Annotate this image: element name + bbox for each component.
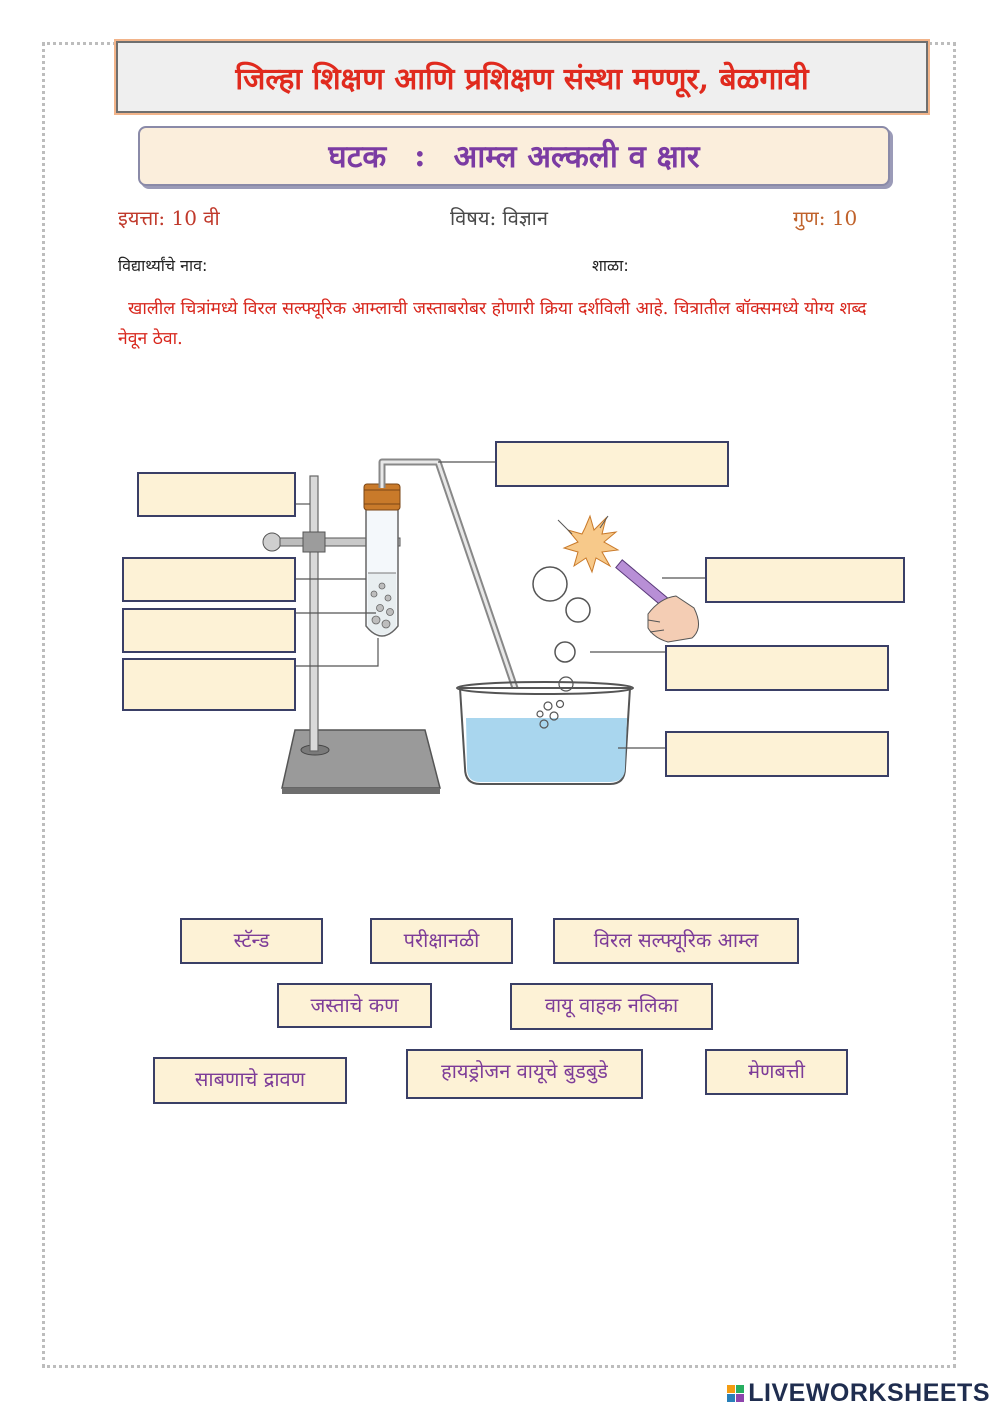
clamp-boss bbox=[303, 532, 325, 552]
word-test-tube[interactable]: परीक्षानळी bbox=[370, 918, 513, 964]
drop-box-zinc[interactable] bbox=[122, 658, 296, 711]
liveworksheets-brand[interactable] bbox=[727, 1379, 990, 1408]
word-delivery-tube[interactable]: वायू वाहक नलिका bbox=[510, 983, 713, 1030]
hand bbox=[648, 596, 699, 642]
brand-name: LIVEWORKSHEETS bbox=[748, 1379, 990, 1407]
drop-box-soap-solution[interactable] bbox=[665, 731, 889, 777]
drop-box-delivery-tube[interactable] bbox=[495, 441, 729, 487]
subject-label: विषय: विज्ञान bbox=[450, 206, 548, 230]
student-name-label: विद्यार्थ्यांचे नाव: bbox=[118, 256, 208, 275]
candle bbox=[616, 560, 668, 606]
word-stand[interactable]: स्टॅन्ड bbox=[180, 918, 323, 964]
marks-label: गुण: 10 bbox=[793, 206, 858, 230]
word-soap-solution[interactable]: साबणाचे द्रावण bbox=[153, 1057, 347, 1104]
spark-line bbox=[558, 520, 572, 534]
word-hydrogen-bubbles[interactable]: हायड्रोजन वायूचे बुडबुडे bbox=[406, 1049, 643, 1099]
unit-label: घटक bbox=[328, 139, 387, 175]
instruction-text: खालील चित्रांमध्ये विरल सल्फ्यूरिक आम्लाची जस्ताबरोबर होणारी क्रिया दर्शविली आहे. चित्रातील बॉक्समध्ये योग्य शब्द नेवून ठेवा. bbox=[118, 299, 867, 349]
drop-box-candle[interactable] bbox=[705, 557, 905, 603]
pop-flame bbox=[564, 516, 618, 572]
institute-title-text: जिल्हा शिक्षण आणि प्रशिक्षण संस्था मण्णूर, बेळगावी bbox=[235, 61, 809, 97]
liveworksheets-logo-icon bbox=[727, 1385, 744, 1402]
drop-box-bubbles[interactable] bbox=[665, 645, 889, 691]
drop-box-stand[interactable] bbox=[137, 472, 296, 517]
clamp-screw-knob bbox=[263, 533, 281, 551]
word-candle[interactable]: मेणबत्ती bbox=[705, 1049, 848, 1095]
drop-box-acid[interactable] bbox=[122, 608, 296, 653]
institute-title bbox=[116, 41, 928, 113]
stand-base-edge bbox=[282, 788, 440, 794]
stand-base bbox=[282, 730, 440, 788]
unit-name: आम्ल अल्कली व क्षार bbox=[453, 139, 700, 175]
drop-box-test-tube[interactable] bbox=[122, 557, 296, 602]
word-zinc-granules[interactable]: जस्ताचे कण bbox=[277, 983, 432, 1028]
unit-banner bbox=[138, 126, 890, 186]
school-label: शाळा: bbox=[592, 256, 629, 275]
class-label: इयत्ता: 10 वी bbox=[118, 206, 220, 230]
soap-bubbles bbox=[533, 567, 590, 662]
word-dilute-acid[interactable]: विरल सल्फ्यूरिक आम्ल bbox=[553, 918, 799, 964]
unit-separator: : bbox=[414, 138, 426, 174]
